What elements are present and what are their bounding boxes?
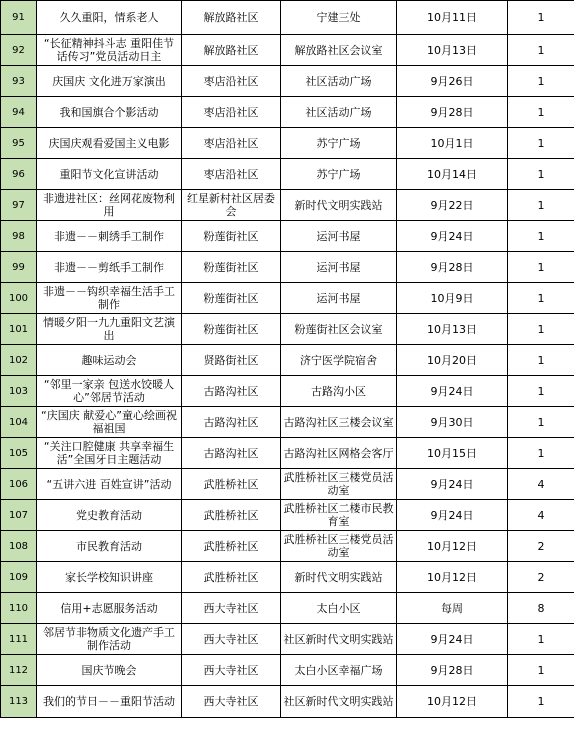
organizer-cell: 古路沟社区 (182, 438, 281, 469)
count-cell: 2 (508, 562, 574, 593)
organizer-cell: 枣店沿社区 (182, 159, 281, 190)
organizer-cell: 西大寺社区 (182, 655, 281, 686)
organizer-cell: 枣店沿社区 (182, 97, 281, 128)
location-cell: 苏宁广场 (281, 159, 397, 190)
table-row (1, 593, 574, 624)
location-cell: 武胜桥社区三楼党员活动室 (281, 531, 397, 562)
activity-name-cell: “关注口腔健康 共享幸福生活”全国牙日主题活动 (37, 438, 182, 469)
location-cell: 苏宁广场 (281, 128, 397, 159)
location-cell: 运河书屋 (281, 283, 397, 314)
activity-name-cell: 非遗进社区：丝网花废物利用 (37, 190, 182, 221)
row-number-cell: 112 (1, 655, 37, 686)
date-cell: 10月12日 (397, 562, 508, 593)
table-row (1, 624, 574, 655)
table-row (1, 314, 574, 345)
row-number-cell: 111 (1, 624, 37, 655)
count-cell: 1 (508, 221, 574, 252)
date-cell: 每周 (397, 593, 508, 624)
row-number-cell: 106 (1, 469, 37, 500)
count-cell: 8 (508, 593, 574, 624)
date-cell: 10月9日 (397, 283, 508, 314)
activity-name-cell: 我和国旗合个影活动 (37, 97, 182, 128)
activity-name-cell: 庆国庆观看爱国主义电影 (37, 128, 182, 159)
location-cell: 运河书屋 (281, 221, 397, 252)
organizer-cell: 粉莲街社区 (182, 252, 281, 283)
count-cell: 1 (508, 66, 574, 97)
row-number-cell: 94 (1, 97, 37, 128)
date-cell: 10月13日 (397, 35, 508, 66)
date-cell: 9月24日 (397, 376, 508, 407)
location-cell: 社区活动广场 (281, 97, 397, 128)
activity-name-cell: 非遗－－钩织幸福生活手工制作 (37, 283, 182, 314)
row-number-cell: 92 (1, 35, 37, 66)
row-number-cell: 101 (1, 314, 37, 345)
row-number-cell: 97 (1, 190, 37, 221)
table-row (1, 407, 574, 438)
organizer-cell: 西大寺社区 (182, 593, 281, 624)
count-cell: 1 (508, 283, 574, 314)
count-cell: 1 (508, 1, 574, 35)
organizer-cell: 粉莲街社区 (182, 283, 281, 314)
table-row (1, 35, 574, 66)
count-cell: 2 (508, 531, 574, 562)
activity-name-cell: 久久重阳，情系老人 (37, 1, 182, 35)
organizer-cell: 古路沟社区 (182, 376, 281, 407)
activity-name-cell: 国庆节晚会 (37, 655, 182, 686)
activity-name-cell: 我们的节日－－重阳节活动 (37, 686, 182, 718)
count-cell: 1 (508, 624, 574, 655)
row-number-cell: 91 (1, 1, 37, 35)
table-row (1, 221, 574, 252)
row-number-cell: 113 (1, 686, 37, 718)
date-cell: 9月24日 (397, 624, 508, 655)
location-cell: 武胜桥社区二楼市民教育室 (281, 500, 397, 531)
activity-name-cell: 非遗－－刺绣手工制作 (37, 221, 182, 252)
row-number-cell: 100 (1, 283, 37, 314)
row-number-cell: 107 (1, 500, 37, 531)
date-cell: 9月22日 (397, 190, 508, 221)
location-cell: 宁建三处 (281, 1, 397, 35)
location-cell: 古路沟社区网格会客厅 (281, 438, 397, 469)
date-cell: 10月11日 (397, 1, 508, 35)
table-row (1, 252, 574, 283)
location-cell: 解放路社区会议室 (281, 35, 397, 66)
organizer-cell: 枣店沿社区 (182, 66, 281, 97)
count-cell: 1 (508, 655, 574, 686)
location-cell: 粉莲街社区会议室 (281, 314, 397, 345)
date-cell: 9月28日 (397, 97, 508, 128)
date-cell: 9月24日 (397, 469, 508, 500)
count-cell: 1 (508, 686, 574, 718)
table-row (1, 97, 574, 128)
count-cell: 4 (508, 500, 574, 531)
organizer-cell: 西大寺社区 (182, 624, 281, 655)
row-number-cell: 109 (1, 562, 37, 593)
row-number-cell: 108 (1, 531, 37, 562)
date-cell: 9月28日 (397, 655, 508, 686)
row-number-cell: 93 (1, 66, 37, 97)
activity-name-cell: 情暖夕阳一九九重阳文艺演出 (37, 314, 182, 345)
count-cell: 1 (508, 407, 574, 438)
location-cell: 太白小区 (281, 593, 397, 624)
count-cell: 1 (508, 314, 574, 345)
activity-name-cell: “长征精神抖斗志 重阳佳节话传习”党员活动日主 (37, 35, 182, 66)
count-cell: 4 (508, 469, 574, 500)
organizer-cell: 武胜桥社区 (182, 500, 281, 531)
organizer-cell: 解放路社区 (182, 35, 281, 66)
table-row (1, 655, 574, 686)
organizer-cell: 武胜桥社区 (182, 531, 281, 562)
count-cell: 1 (508, 97, 574, 128)
count-cell: 1 (508, 438, 574, 469)
activity-name-cell: 趣味运动会 (37, 345, 182, 376)
activity-name-cell: “庆国庆 献爱心”童心绘画祝福祖国 (37, 407, 182, 438)
activity-name-cell: 庆国庆 文化进万家演出 (37, 66, 182, 97)
organizer-cell: 枣店沿社区 (182, 128, 281, 159)
table-row (1, 500, 574, 531)
date-cell: 10月1日 (397, 128, 508, 159)
organizer-cell: 武胜桥社区 (182, 469, 281, 500)
location-cell: 古路沟社区三楼会议室 (281, 407, 397, 438)
table-row (1, 159, 574, 190)
activity-name-cell: 重阳节文化宣讲活动 (37, 159, 182, 190)
date-cell: 10月15日 (397, 438, 508, 469)
count-cell: 1 (508, 345, 574, 376)
location-cell: 济宁医学院宿舍 (281, 345, 397, 376)
location-cell: 新时代文明实践站 (281, 190, 397, 221)
row-number-cell: 110 (1, 593, 37, 624)
date-cell: 10月20日 (397, 345, 508, 376)
count-cell: 1 (508, 190, 574, 221)
count-cell: 1 (508, 252, 574, 283)
date-cell: 9月24日 (397, 221, 508, 252)
date-cell: 10月12日 (397, 686, 508, 718)
date-cell: 9月28日 (397, 252, 508, 283)
row-number-cell: 105 (1, 438, 37, 469)
table-row (1, 562, 574, 593)
organizer-cell: 解放路社区 (182, 1, 281, 35)
activity-name-cell: “五讲六进 百姓宣讲”活动 (37, 469, 182, 500)
table-row (1, 66, 574, 97)
row-number-cell: 95 (1, 128, 37, 159)
count-cell: 1 (508, 128, 574, 159)
table-row (1, 283, 574, 314)
activity-name-cell: 市民教育活动 (37, 531, 182, 562)
table-row (1, 469, 574, 500)
organizer-cell: 粉莲街社区 (182, 314, 281, 345)
date-cell: 9月30日 (397, 407, 508, 438)
organizer-cell: 武胜桥社区 (182, 562, 281, 593)
table-row (1, 128, 574, 159)
row-number-cell: 102 (1, 345, 37, 376)
table-row (1, 686, 574, 718)
organizer-cell: 古路沟社区 (182, 407, 281, 438)
activity-table-body (1, 1, 574, 718)
activity-name-cell: 非遗－－剪纸手工制作 (37, 252, 182, 283)
organizer-cell: 粉莲街社区 (182, 221, 281, 252)
table-row (1, 438, 574, 469)
table-row (1, 1, 574, 35)
location-cell: 社区活动广场 (281, 66, 397, 97)
location-cell: 新时代文明实践站 (281, 562, 397, 593)
table-row (1, 190, 574, 221)
location-cell: 运河书屋 (281, 252, 397, 283)
count-cell: 1 (508, 35, 574, 66)
location-cell: 古路沟小区 (281, 376, 397, 407)
activity-name-cell: 家长学校知识讲座 (37, 562, 182, 593)
row-number-cell: 96 (1, 159, 37, 190)
location-cell: 社区新时代文明实践站 (281, 686, 397, 718)
organizer-cell: 红星新村社区居委会 (182, 190, 281, 221)
location-cell: 武胜桥社区三楼党员活动室 (281, 469, 397, 500)
count-cell: 1 (508, 376, 574, 407)
organizer-cell: 贤路街社区 (182, 345, 281, 376)
location-cell: 社区新时代文明实践站 (281, 624, 397, 655)
date-cell: 10月13日 (397, 314, 508, 345)
location-cell: 太白小区幸福广场 (281, 655, 397, 686)
organizer-cell: 西大寺社区 (182, 686, 281, 718)
row-number-cell: 104 (1, 407, 37, 438)
date-cell: 10月14日 (397, 159, 508, 190)
row-number-cell: 98 (1, 221, 37, 252)
activity-name-cell: “邻里一家亲 包送水饺暖人心”邻居节活动 (37, 376, 182, 407)
row-number-cell: 103 (1, 376, 37, 407)
activity-name-cell: 邻居节非物质文化遗产手工制作活动 (37, 624, 182, 655)
table-row (1, 531, 574, 562)
table-row (1, 376, 574, 407)
activity-name-cell: 信用+志愿服务活动 (37, 593, 182, 624)
row-number-cell: 99 (1, 252, 37, 283)
date-cell: 9月26日 (397, 66, 508, 97)
date-cell: 10月12日 (397, 531, 508, 562)
count-cell: 1 (508, 159, 574, 190)
activity-name-cell: 党史教育活动 (37, 500, 182, 531)
table-row (1, 345, 574, 376)
date-cell: 9月24日 (397, 500, 508, 531)
